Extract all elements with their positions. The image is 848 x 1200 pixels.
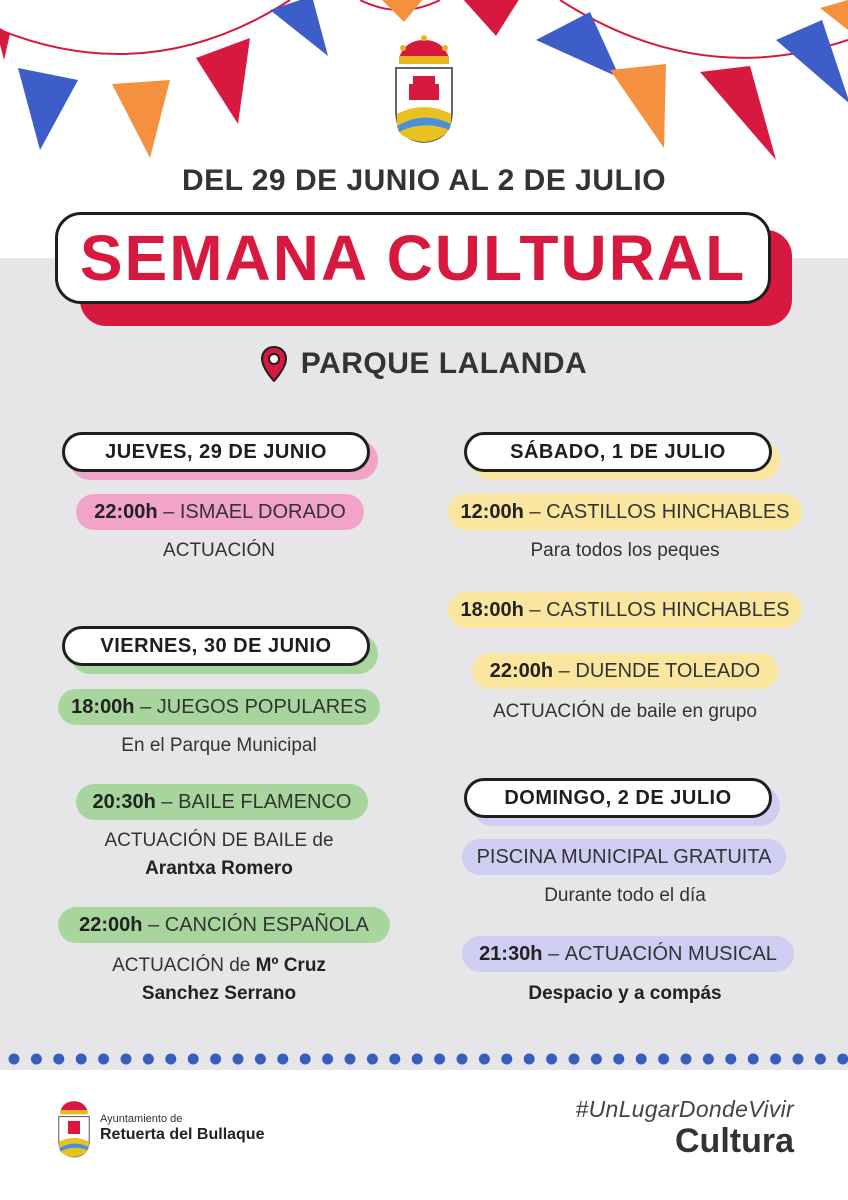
performer-name: Despacio y a compás bbox=[528, 983, 722, 1004]
separator-dot bbox=[76, 1054, 87, 1065]
event-name: JUEGOS POPULARES bbox=[156, 695, 367, 718]
event-pill: 22:00h – DUENDE TOLEADO bbox=[472, 653, 778, 689]
separator-dot bbox=[188, 1054, 199, 1065]
separator-dot bbox=[31, 1054, 42, 1065]
separator-dot bbox=[233, 1054, 244, 1065]
separator-dot bbox=[524, 1054, 535, 1065]
day-label: JUEVES, 29 DE JUNIO bbox=[62, 432, 370, 472]
separator-dot bbox=[121, 1054, 132, 1065]
separator-dot bbox=[322, 1054, 333, 1065]
separator-dot bbox=[479, 1054, 490, 1065]
separator-dot bbox=[367, 1054, 378, 1065]
event-description bbox=[454, 980, 796, 1008]
day-label: DOMINGO, 2 DE JULIO bbox=[464, 778, 772, 818]
separator-dot bbox=[255, 1054, 266, 1065]
day-label: SÁBADO, 1 DE JULIO bbox=[464, 432, 772, 472]
event-time: 12:00h bbox=[460, 500, 524, 523]
separator-dot bbox=[748, 1054, 759, 1065]
event-pill: 21:30h – ACTUACIÓN MUSICAL bbox=[462, 936, 794, 972]
separator-dot bbox=[703, 1054, 714, 1065]
separator-dot bbox=[277, 1054, 288, 1065]
day-header-domingo bbox=[464, 778, 772, 818]
separator-dot bbox=[658, 1054, 669, 1065]
separator-dot bbox=[591, 1054, 602, 1065]
event-pill: 18:00h – JUEGOS POPULARES bbox=[58, 689, 380, 725]
event-name: CANCIÓN ESPAÑOLA bbox=[164, 913, 369, 936]
separator-dot bbox=[815, 1054, 826, 1065]
title-banner bbox=[55, 212, 771, 304]
event-time: 22:00h bbox=[489, 659, 554, 682]
separator-dot bbox=[143, 1054, 154, 1065]
separator-dot bbox=[434, 1054, 445, 1065]
event-name: ISMAEL DORADO bbox=[179, 500, 346, 523]
separator-dot bbox=[345, 1054, 356, 1065]
location-name: PARQUE LALANDA bbox=[300, 347, 588, 380]
council-label: Ayuntamiento de bbox=[100, 1113, 183, 1125]
performer-name: Arantxa Romero bbox=[145, 858, 293, 879]
day-header-jueves bbox=[62, 432, 370, 472]
separator-dot bbox=[457, 1054, 468, 1065]
separator-dot bbox=[636, 1054, 647, 1065]
separator-dot bbox=[210, 1054, 221, 1065]
coat-of-arms-logo bbox=[391, 34, 457, 144]
event-time: 21:30h bbox=[479, 942, 543, 965]
separator-dot bbox=[613, 1054, 624, 1065]
separator-dot bbox=[98, 1054, 109, 1065]
council-name: Retuerta del Bullaque bbox=[100, 1126, 265, 1143]
separator-dot bbox=[569, 1054, 580, 1065]
event-name: DUENDE TOLEADO bbox=[575, 659, 761, 682]
event-dates: DEL 29 DE JUNIO AL 2 DE JULIO bbox=[181, 164, 667, 197]
separator-dot bbox=[793, 1054, 804, 1065]
separator-dot bbox=[837, 1054, 848, 1065]
event-time: 22:00h bbox=[79, 913, 143, 936]
event-description: En el Parque Municipal bbox=[121, 735, 317, 756]
map-pin-icon bbox=[261, 346, 287, 382]
department-name: Cultura bbox=[675, 1122, 794, 1160]
location-line bbox=[0, 346, 848, 382]
day-header-viernes bbox=[62, 626, 370, 666]
day-label: VIERNES, 30 DE JUNIO bbox=[62, 626, 370, 666]
event-pill: 22:00h – CANCIÓN ESPAÑOLA bbox=[58, 907, 390, 943]
event-name: CASTILLOS HINCHABLES bbox=[546, 598, 790, 621]
event-name: CASTILLOS HINCHABLES bbox=[546, 500, 790, 523]
event-pill: 22:00h – ISMAEL DORADO bbox=[76, 494, 364, 530]
day-header-sabado bbox=[464, 432, 772, 472]
event-description: ACTUACIÓN de Mº Cruz Sanchez Serrano bbox=[112, 955, 326, 1004]
event-time: 18:00h bbox=[460, 598, 524, 621]
event-name: PISCINA MUNICIPAL GRATUITA bbox=[476, 845, 772, 868]
event-name: BAILE FLAMENCO bbox=[178, 790, 352, 813]
event-description: ACTUACIÓN DE BAILE de Arantxa Romero bbox=[104, 830, 334, 879]
event-description: ACTUACIÓN de baile en grupo bbox=[492, 701, 757, 722]
event-pill: 20:30h – BAILE FLAMENCO bbox=[76, 784, 368, 820]
event-pill bbox=[462, 839, 786, 875]
separator-dot bbox=[389, 1054, 400, 1065]
event-name: ACTUACIÓN MUSICAL bbox=[564, 942, 777, 965]
event-description: ACTUACIÓN bbox=[163, 540, 275, 561]
hashtag: #UnLugarDondeVivir bbox=[575, 1096, 794, 1122]
event-pill: 12:00h – CASTILLOS HINCHABLES bbox=[448, 494, 802, 530]
separator-dot bbox=[412, 1054, 423, 1065]
event-description: Durante todo el día bbox=[544, 885, 706, 906]
event-time: 22:00h bbox=[94, 500, 158, 523]
separator-dot bbox=[546, 1054, 557, 1065]
event-description: Para todos los peques bbox=[530, 540, 720, 561]
dotted-separator bbox=[0, 1052, 848, 1066]
separator-dot bbox=[9, 1054, 20, 1065]
separator-dot bbox=[501, 1054, 512, 1065]
coat-of-arms-logo-small bbox=[56, 1094, 92, 1162]
page-title: SEMANA CULTURAL bbox=[79, 222, 747, 294]
performer-name: Sanchez Serrano bbox=[141, 983, 297, 1004]
separator-dot bbox=[725, 1054, 736, 1065]
separator-dot bbox=[165, 1054, 176, 1065]
separator-dot bbox=[770, 1054, 781, 1065]
separator-dot bbox=[300, 1054, 311, 1065]
event-time: 20:30h bbox=[92, 790, 156, 813]
separator-dot bbox=[681, 1054, 692, 1065]
separator-dot bbox=[53, 1054, 64, 1065]
event-pill: 18:00h – CASTILLOS HINCHABLES bbox=[448, 592, 802, 628]
event-time: 18:00h bbox=[71, 695, 135, 718]
